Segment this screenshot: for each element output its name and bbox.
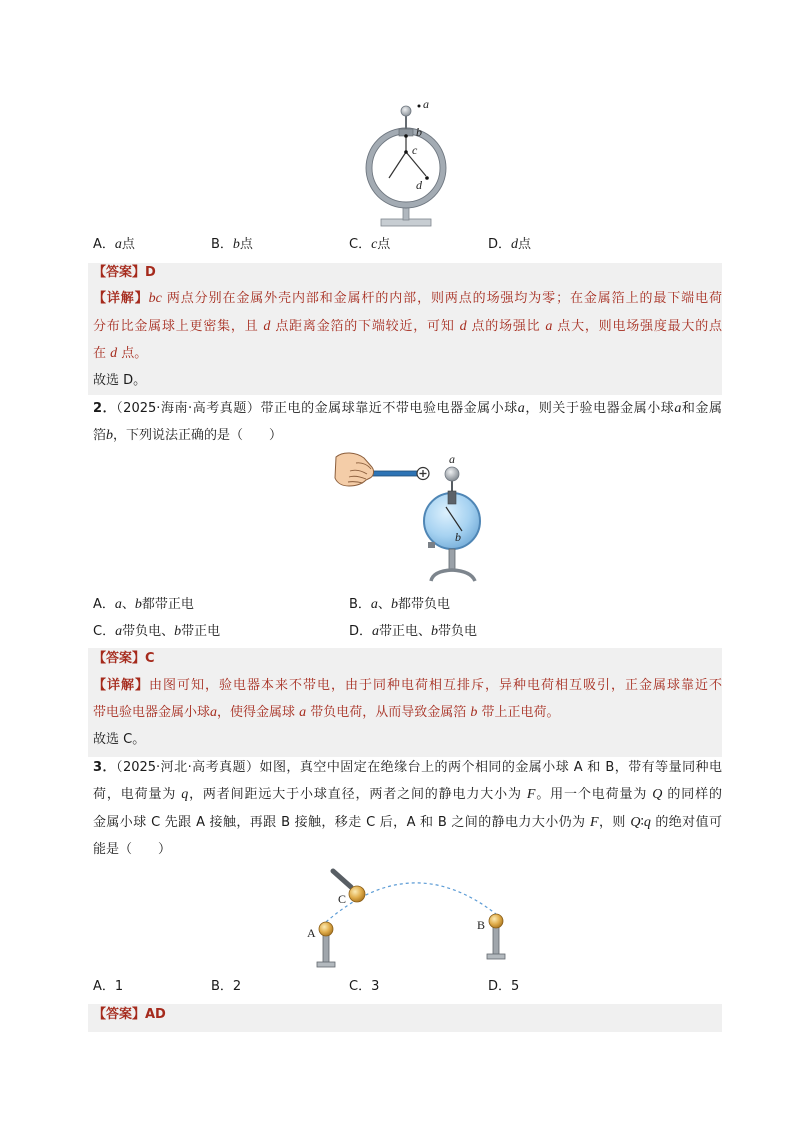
q2-option-c[interactable]: C．a带负电、b带正电 (93, 624, 221, 639)
stand (449, 549, 455, 569)
q2-option-b[interactable]: B．a、b都带负电 (349, 597, 450, 612)
point-d-dot (425, 176, 429, 180)
math-variable: a (372, 624, 380, 639)
label-a: a (449, 452, 455, 466)
math-variable: a (545, 319, 553, 334)
math-variable: b (174, 624, 182, 639)
math-variable: a (114, 597, 122, 612)
metal-ball-a (445, 467, 459, 481)
base-b (487, 954, 505, 959)
q3-option-c[interactable]: C．3 (349, 979, 380, 994)
q3-option-b[interactable]: B．2 (211, 979, 242, 994)
math-variable: a (370, 597, 378, 612)
math-variable: q (181, 787, 189, 802)
q1-option-c[interactable]: C．c点 (349, 237, 391, 252)
label-tag: 【详解】 (93, 291, 149, 306)
label-tag: 【详解】 (93, 678, 149, 693)
q2-explanation-line: 【详解】由图可知，验电器本来不带电，由于同种电荷相互排斥，异种电荷相互吸引，正金属球靠近不 (93, 678, 722, 693)
q3-option-d[interactable]: D．5 (488, 979, 520, 994)
label-tag: 3． (93, 760, 116, 775)
math-variable: b (232, 237, 240, 252)
hand (335, 453, 374, 486)
q3-stem-line: 3．（2025·河北·高考真题）如图，真空中固定在绝缘台上的两个相同的金属小球 A 和 B，带有等量同种电 (93, 760, 723, 775)
label-tag: 【答案】C (93, 651, 155, 666)
math-variable: a (517, 401, 525, 416)
math-variable: d (263, 319, 271, 334)
label-tag: 2． (93, 401, 117, 416)
q2-option-a[interactable]: A．a、b都带正电 (93, 597, 194, 612)
q3-stem-line: 荷，电荷量为 q，两者间距远大于小球直径，两者之间的静电力大小为 F。用一个电荷量为 Q 的同样的 (93, 787, 722, 802)
insulated-handle (333, 871, 351, 887)
label-b: b (416, 125, 422, 139)
metal-ball-c (349, 886, 365, 902)
q1-option-a[interactable]: A．a点 (93, 237, 135, 252)
metal-ball-b (489, 914, 503, 928)
math-variable: b (134, 597, 142, 612)
metal-ball-a (319, 922, 333, 936)
stand-b (493, 927, 499, 955)
q1-explanation-line: 在 d 点。 (93, 346, 148, 361)
stand-base (431, 570, 475, 581)
math-variable: a (674, 401, 682, 416)
insulating-plug (448, 491, 456, 504)
q3-option-a[interactable]: A．1 (93, 979, 124, 994)
q3-charged-spheres-figure (300, 862, 510, 970)
math-variable: a (115, 624, 123, 639)
q3-stem-line: 能是（ ） (93, 842, 172, 857)
label-a: a (423, 97, 429, 111)
q1-conclusion-line: 故选 D。 (93, 373, 147, 388)
screw (428, 542, 435, 548)
math-variable: a (210, 705, 218, 720)
q1-answer-line (93, 263, 156, 283)
q2-option-d[interactable]: D．a带正电、b带负电 (349, 624, 478, 639)
label-c: C (338, 892, 347, 906)
q1-option-b[interactable]: B．b点 (211, 237, 253, 252)
math-variable: b (106, 428, 114, 443)
q1-option-d[interactable]: D．d点 (488, 237, 532, 252)
q2-electroscope-figure (330, 448, 490, 586)
math-variable: d (110, 346, 118, 361)
q2-explanation-line: 带电验电器金属小球a，使得金属球 a 带负电荷，从而导致金属箔 b 带上正电荷。 (93, 705, 560, 720)
stand-a (323, 935, 329, 963)
metal-knob (401, 106, 411, 116)
q2-stem-line: 2．（2025·海南·高考真题）带正电的金属球靠近不带电验电器金属小球a，则关于验电器金属小球a和金属 (93, 401, 722, 416)
math-variable: b (390, 597, 398, 612)
q2-answer-line (93, 649, 155, 669)
q3-stem-line: 金属小球 C 先跟 A 接触，再跟 B 接触，移走 C 后，A 和 B 之间的静电力大小仍为 F，则 Q∶q 的绝对值可 (93, 815, 722, 830)
math-variable: c (371, 237, 378, 252)
q1-explanation-line: 分布比金属球上更密集，且 d 点距离金箔的下端较近，可知 d 点的场强比 a 点大，则电场强度最大的点 (93, 319, 723, 334)
math-variable: d (459, 319, 467, 334)
label-b: B (477, 918, 486, 932)
math-variable: b (470, 705, 478, 720)
q2-conclusion-line: 故选 C。 (93, 732, 146, 747)
q3-answer-box (88, 1004, 722, 1032)
label-a: A (307, 926, 316, 940)
q1-electroscope-figure (360, 96, 450, 230)
math-variable: F (589, 815, 599, 830)
math-variable: a (299, 705, 307, 720)
point-c-dot (404, 150, 408, 154)
q3-answer-line (93, 1005, 166, 1025)
math-variable: d (511, 237, 519, 252)
math-variable: b (431, 624, 439, 639)
math-variable: bc (148, 291, 162, 306)
math-variable: a (114, 237, 122, 252)
point-b-dot (404, 134, 408, 138)
base-a (317, 962, 335, 967)
label-d: d (416, 178, 422, 192)
math-variable: Q (652, 787, 663, 802)
label-b: b (455, 530, 461, 544)
q1-explanation-line: 【详解】bc 两点分别在金属外壳内部和金属杆的内部，则两点的场强均为零；在金属箔上的最下端电荷 (93, 291, 722, 306)
math-variable: q (643, 815, 651, 830)
math-variable: F (526, 787, 536, 802)
point-a-dot (418, 105, 421, 108)
label-c: c (412, 143, 418, 157)
math-variable: Q (630, 815, 641, 830)
q2-stem-line: 箔b，下列说法正确的是（ ） (93, 428, 283, 443)
label-tag: 【答案】D (93, 265, 156, 280)
label-tag: 【答案】AD (93, 1007, 166, 1022)
